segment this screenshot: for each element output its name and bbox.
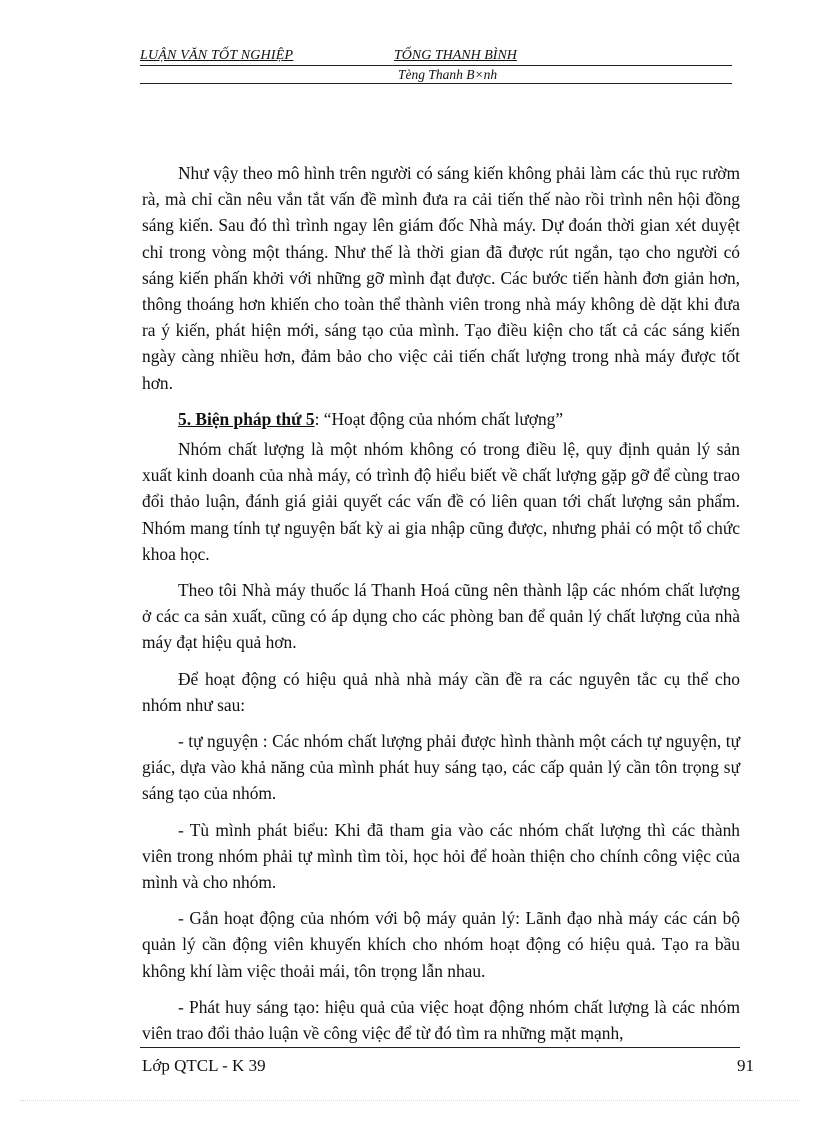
- page-number: 91: [737, 1056, 754, 1075]
- paragraph-6: - Tù mình phát biểu: Khi đã tham gia vào các nhóm chất lượng thì các thành viên trong nhóm phải tự mình tìm tòi, học hỏi để hoàn thiện cho chính công việc của mình và cho nhóm.: [142, 819, 740, 893]
- paragraph-4: Để hoạt động có hiệu quả nhà nhà máy cần đề ra các nguyên tắc cụ thể cho nhóm như sau:: [142, 668, 740, 715]
- paragraph-1: Như vậy theo mô hình trên người có sáng kiến không phải làm các thủ rục rườm rà, mà chỉ cần nêu vắn tắt vấn đề mình đưa ra cải tiến thế nào rồi trình nên hội đồng sáng kiến. Sau đó thì trình ngay lên giám đốc Nhà máy. Dự đoán thời gian xét duyệt chỉ trong vòng một tháng. Như thế là thời gian đã được rút ngắn, tạo cho người có sáng kiến phấn khởi với những gỡ mình đạt được. Các bước tiến hành đơn giản hơn, thông thoáng hơn khiến cho toàn thể thành viên trong nhà máy không dè dặt khi đưa ra ý kiến, phát hiện mới, sáng tạo của mình. Tạo điều kiện cho tất cả các sáng kiến ngày càng nhiều hơn, đảm bảo cho việc cải tiến chất lượng trong nhà máy được tốt hơn.: [142, 163, 740, 393]
- header-line: [140, 48, 732, 66]
- footer-class-label: Lớp QTCL - K 39: [142, 1056, 266, 1075]
- header-author-name: TỐNG THANH BÌNH: [394, 48, 517, 63]
- paragraph-2: Nhóm chất lượng là một nhóm không có trong điều lệ, quy định quản lý sản xuất kinh doanh của nhà máy, có trình độ hiểu biết về chất lượng gặp gỡ để cùng trao đổi thảo luận, đánh giá giải quyết các vấn đề có liên quan tới chất lượng sản phẩm. Nhóm mang tính tự nguyện bất kỳ ai gia nhập cũng được, nhưng phải có một tổ chức khoa học.: [142, 439, 740, 564]
- page-header: [140, 48, 732, 84]
- header-subline: [140, 66, 732, 84]
- page-footer: [140, 1047, 754, 1075]
- paragraph-5: - tự nguyện : Các nhóm chất lượng phải được hình thành một cách tự nguyện, tự giác, dựa vào khả năng của mình phát huy sáng tạo, các cấp quản lý cần tôn trọng sự sáng tạo của nhóm.: [142, 731, 740, 804]
- page-body: [142, 160, 740, 1056]
- paragraph-7: - Gắn hoạt động của nhóm với bộ máy quản lý: Lãnh đạo nhà máy các cán bộ quản lý cần động viên khuyến khích cho nhóm hoạt động có hiệu quả. Tạo ra bầu không khí làm việc thoải mái, tôn trọng lẫn nhau.: [142, 908, 740, 981]
- paragraph-8: - Phát huy sáng tạo: hiệu quả của việc hoạt động nhóm chất lượng là các nhóm viên trao đổi thảo luận về công việc để từ đó tìm ra những mặt mạnh,: [142, 996, 740, 1044]
- bottom-dotted-rule: [20, 1100, 800, 1101]
- header-author-sub: Tèng Thanh B×nh: [398, 67, 498, 82]
- paragraph-3: Theo tôi Nhà máy thuốc lá Thanh Hoá cũng nên thành lập các nhóm chất lượng ở các ca sản xuất, cũng có áp dụng cho các phòng ban để quản lý chất lượng của nhà máy đạt hiệu quả hơn.: [142, 580, 740, 653]
- section-heading-title: : “Hoạt động của nhóm chất lượng”: [314, 408, 564, 429]
- section-heading: [142, 406, 740, 432]
- header-thesis-title: LUẬN VĂN TỐT NGHIỆP: [140, 48, 294, 63]
- section-heading-number: 5. Biện pháp thứ 5: [178, 408, 315, 429]
